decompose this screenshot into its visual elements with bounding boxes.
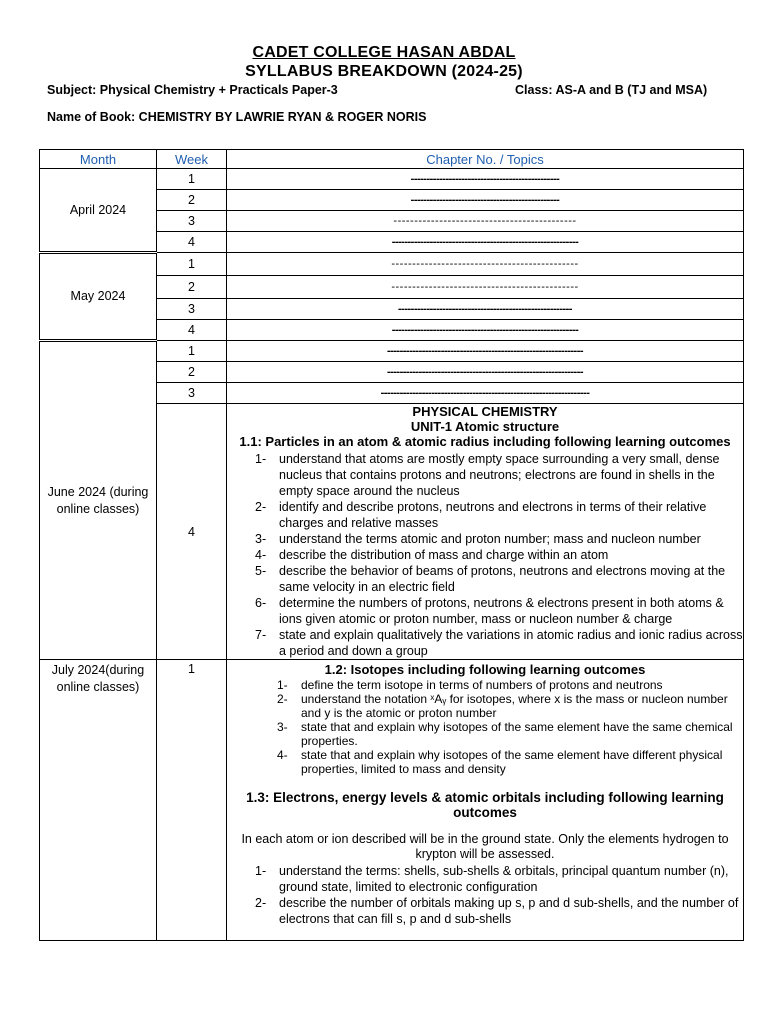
topic-placeholder: -------------------------------------------------------------- bbox=[227, 362, 744, 383]
july-topic-cell bbox=[227, 660, 744, 941]
week-cell: 4 bbox=[157, 232, 227, 253]
week-cell: 3 bbox=[157, 383, 227, 404]
topic-placeholder: --------------------------------------------- bbox=[227, 253, 744, 276]
list-item: 7- state and explain qualitatively the variations in atomic radius and ionic radius across a period and down a group bbox=[255, 628, 743, 658]
week-cell: 2 bbox=[157, 362, 227, 383]
month-july: July 2024(during online classes) bbox=[40, 660, 157, 941]
week-cell: 2 bbox=[157, 276, 227, 299]
outcomes-list-1-1 bbox=[227, 451, 743, 659]
outcomes-list-1-2 bbox=[227, 678, 743, 776]
week-cell: 1 bbox=[157, 169, 227, 190]
outcomes-list-1-3 bbox=[227, 863, 743, 927]
topic-placeholder: ----------------------------------------------------------- bbox=[227, 320, 744, 341]
topic-placeholder: ----------------------------------------------- bbox=[227, 190, 744, 211]
topic-placeholder: ----------------------------------------------------------- bbox=[227, 232, 744, 253]
week-cell: 1 bbox=[157, 253, 227, 276]
table-header-row bbox=[40, 150, 744, 169]
week-cell: 1 bbox=[157, 341, 227, 362]
header-topics: Chapter No. / Topics bbox=[227, 150, 744, 169]
week-cell: 2 bbox=[157, 190, 227, 211]
topic-placeholder: ------------------------------------------------------- bbox=[227, 299, 744, 320]
list-item: 4- describe the distribution of mass and charge within an atom bbox=[255, 548, 609, 562]
week-cell: 4 bbox=[157, 404, 227, 660]
subject-line: Subject: Physical Chemistry + Practicals Paper-3 bbox=[47, 83, 338, 97]
week-cell: 4 bbox=[157, 320, 227, 341]
topic-heading-1-3: 1.3: Electrons, energy levels & atomic orbitals including following learning outcomes bbox=[246, 790, 724, 820]
topic-placeholder: --------------------------------------------- bbox=[227, 276, 744, 299]
list-item: 3- understand the terms atomic and proton number; mass and nucleon number bbox=[255, 532, 701, 546]
list-item: 5- describe the behavior of beams of protons, neutrons and electrons moving at the same velocity in an electric field bbox=[255, 564, 726, 594]
class-line: Class: AS-A and B (TJ and MSA) bbox=[515, 83, 708, 97]
document-title: CADET COLLEGE HASAN ABDAL bbox=[252, 44, 516, 61]
list-item: 2- identify and describe protons, neutrons and electrons in terms of their relative charges and relative masses bbox=[255, 500, 707, 530]
week-cell: 3 bbox=[157, 211, 227, 232]
topic-placeholder: ----------------------------------------------- bbox=[227, 169, 744, 190]
list-item: 2- understand the notation ˣAᵧ for isotopes, where x is the mass or nucleon number and y is the atomic or proton number bbox=[277, 692, 728, 720]
list-item: 2- describe the number of orbitals making up s, p and d sub-shells, and the number of electrons that can fill s, p and d sub-shells bbox=[255, 896, 739, 926]
list-item: 3- state that and explain why isotopes of the same element have the same chemical properties. bbox=[277, 720, 733, 748]
list-item: 6- determine the numbers of protons, neutrons & electrons present in both atoms & ions given atomic or proton number, mass or nucleon number & charge bbox=[255, 596, 724, 626]
book-line: Name of Book: CHEMISTRY BY LAWRIE RYAN & ROGER NORIS bbox=[47, 110, 427, 124]
syllabus-table bbox=[39, 149, 744, 941]
june-topic-cell bbox=[227, 404, 744, 660]
month-may: May 2024 bbox=[40, 253, 157, 341]
list-item: 1- understand the terms: shells, sub-shells & orbitals, principal quantum number (n), ground state, limited to electronic configuration bbox=[255, 864, 729, 894]
unit-heading: UNIT-1 Atomic structure bbox=[410, 419, 560, 434]
table-row bbox=[40, 253, 744, 276]
topic-placeholder: -------------------------------------------------------------- bbox=[227, 341, 744, 362]
document-subtitle: SYLLABUS BREAKDOWN (2024-25) bbox=[245, 63, 523, 80]
week-cell: 3 bbox=[157, 299, 227, 320]
list-item: 4- state that and explain why isotopes of the same element have different physical properties, limited to mass and density bbox=[277, 748, 723, 776]
list-item: 1- define the term isotope in terms of numbers of protons and neutrons bbox=[277, 678, 663, 692]
week-cell: 1 bbox=[157, 660, 227, 941]
topic-heading-1-1: 1.1: Particles in an atom & atomic radius including following learning outcomes bbox=[239, 434, 731, 449]
table-row bbox=[40, 660, 744, 941]
month-april: April 2024 bbox=[40, 169, 157, 253]
topic-placeholder: -------------------------------------------- bbox=[227, 211, 744, 232]
header-month: Month bbox=[40, 150, 157, 169]
month-june: June 2024 (during online classes) bbox=[40, 341, 157, 660]
section-heading: PHYSICAL CHEMISTRY bbox=[412, 404, 558, 419]
list-item: 1- understand that atoms are mostly empty space surrounding a very small, dense nucleus that contains protons and neutrons; electrons are found in shells in the empty space around the nucleus bbox=[255, 452, 720, 498]
header-week: Week bbox=[157, 150, 227, 169]
topic-placeholder: ------------------------------------------------------------------ bbox=[227, 383, 744, 404]
table-row bbox=[40, 341, 744, 362]
table-row bbox=[40, 169, 744, 190]
intro-paragraph-1-3: In each atom or ion described will be in the ground state. Only the elements hydrogen to krypton will be assessed. bbox=[241, 832, 729, 861]
topic-heading-1-2: 1.2: Isotopes including following learning outcomes bbox=[324, 662, 646, 677]
